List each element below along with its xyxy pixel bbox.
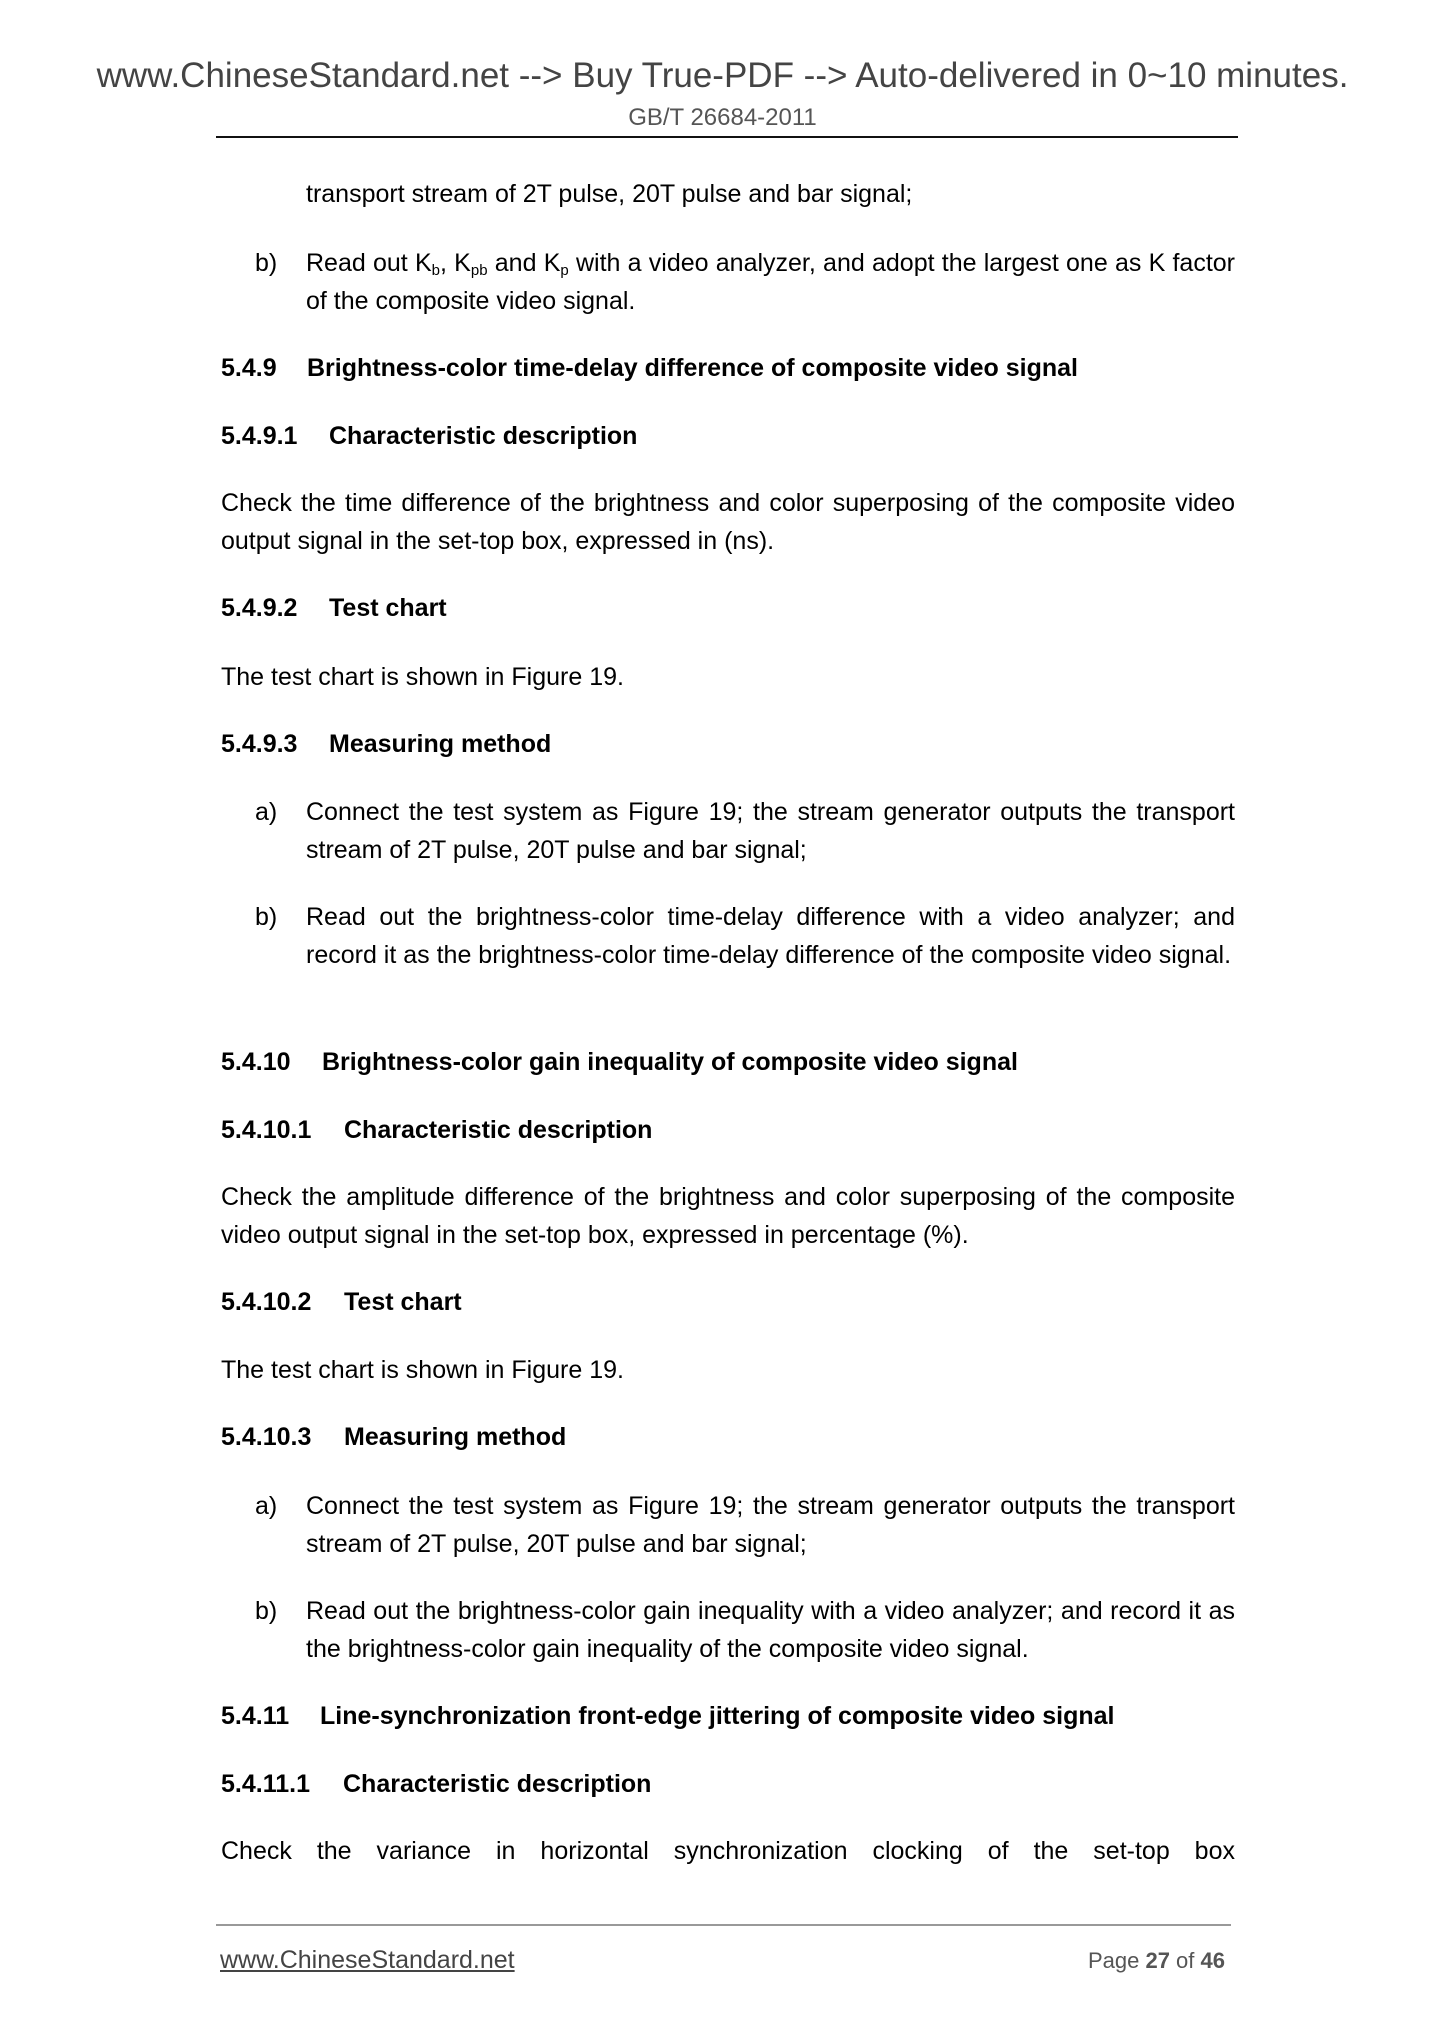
text: Connect the test system as Figure 19; the stream generator outputs the transport stream of 2T pulse, 20T pulse and bar signal; <box>306 1492 1235 1558</box>
text: Read out K <box>306 249 432 277</box>
heading-number: 5.4.10.2 <box>221 1288 312 1316</box>
paragraph: transport stream of 2T pulse, 20T pulse and bar signal; <box>306 180 913 208</box>
text: with a video analyzer, and adopt the largest one as K factor of the composite video signal. <box>306 249 1236 315</box>
heading-number: 5.4.9 <box>221 354 277 382</box>
list-label: a) <box>255 1492 278 1520</box>
paragraph: Check the time difference of the brightness and color superposing of the composite video output signal in the set-top box, expressed in (ns). <box>221 489 1235 555</box>
subscript: p <box>560 262 569 279</box>
subscript: pb <box>470 262 488 279</box>
text: , K <box>440 249 471 277</box>
list-item-b <box>255 1592 1235 1668</box>
heading-title: Line-synchronization front-edge jittering of composite video signal <box>320 1702 1115 1730</box>
header-divider <box>216 136 1238 138</box>
paragraph: Check the amplitude difference of the brightness and color superposing of the composite video output signal in the set-top box, expressed in percentage (%). <box>221 1183 1235 1249</box>
heading-number: 5.4.10 <box>221 1048 291 1076</box>
heading-title: Brightness-color gain inequality of composite video signal <box>322 1048 1018 1076</box>
document-id: GB/T 26684-2011 <box>628 104 817 131</box>
subscript: b <box>431 262 440 279</box>
heading-title: Measuring method <box>344 1423 567 1451</box>
heading-number: 5.4.10.1 <box>221 1116 312 1144</box>
heading-title: Measuring method <box>329 730 552 758</box>
banner: www.ChineseStandard.net --> Buy True-PDF --> Auto-delivered in 0~10 minutes. <box>96 56 1349 95</box>
heading-5-4-9-3 <box>221 725 551 763</box>
paragraph: The test chart is shown in Figure 19. <box>221 1356 624 1384</box>
text: Read out the brightness-color time-delay difference with a video analyzer; and record it as the brightness-color time-delay difference of the composite video signal. <box>306 903 1235 969</box>
page-number <box>1088 1948 1225 1974</box>
heading-number: 5.4.11.1 <box>221 1770 310 1798</box>
heading-title: Test chart <box>344 1288 462 1316</box>
list-item-a <box>255 1487 1235 1563</box>
page-label: Page <box>1087 1948 1146 1973</box>
list-label: b) <box>255 1597 278 1625</box>
heading-number: 5.4.10.3 <box>221 1423 312 1451</box>
heading-5-4-9-2 <box>221 589 447 627</box>
heading-title: Characteristic description <box>329 422 638 450</box>
heading-number: 5.4.9.2 <box>221 594 298 622</box>
total-pages: 46 <box>1200 1948 1225 1973</box>
text: Connect the test system as Figure 19; the stream generator outputs the transport stream of 2T pulse, 20T pulse and bar signal; <box>306 798 1235 864</box>
heading-5-4-10 <box>221 1043 1018 1081</box>
heading-5-4-9-1 <box>221 417 637 455</box>
heading-title: Characteristic description <box>344 1116 653 1144</box>
of-label: of <box>1169 1948 1201 1973</box>
paragraph: Check the variance in horizontal synchronization clocking of the set-top box <box>221 1837 1235 1865</box>
heading-number: 5.4.11 <box>221 1702 290 1730</box>
list-label: b) <box>255 249 278 277</box>
heading-number: 5.4.9.3 <box>221 730 298 758</box>
heading-title: Brightness-color time-delay difference of composite video signal <box>307 354 1078 382</box>
text: and K <box>487 249 561 277</box>
list-label: a) <box>255 798 278 826</box>
list-item-b <box>255 244 1236 320</box>
current-page: 27 <box>1145 1948 1170 1973</box>
text: Read out the brightness-color gain inequality with a video analyzer; and record it as the brightness-color gain inequality of the composite video signal. <box>306 1597 1235 1663</box>
heading-5-4-10-3 <box>221 1418 566 1456</box>
footer-divider <box>216 1924 1231 1926</box>
heading-5-4-10-2 <box>221 1283 462 1321</box>
heading-title: Test chart <box>329 594 447 622</box>
heading-5-4-11-1 <box>221 1765 651 1803</box>
heading-5-4-9 <box>221 349 1078 387</box>
heading-5-4-10-1 <box>221 1111 652 1149</box>
list-item-a <box>255 793 1235 869</box>
paragraph: The test chart is shown in Figure 19. <box>221 663 624 691</box>
list-label: b) <box>255 903 278 931</box>
footer-link[interactable]: www.ChineseStandard.net <box>220 1946 515 1974</box>
heading-5-4-11 <box>221 1697 1115 1735</box>
heading-number: 5.4.9.1 <box>221 422 298 450</box>
heading-title: Characteristic description <box>343 1770 652 1798</box>
list-item-b <box>255 898 1235 974</box>
